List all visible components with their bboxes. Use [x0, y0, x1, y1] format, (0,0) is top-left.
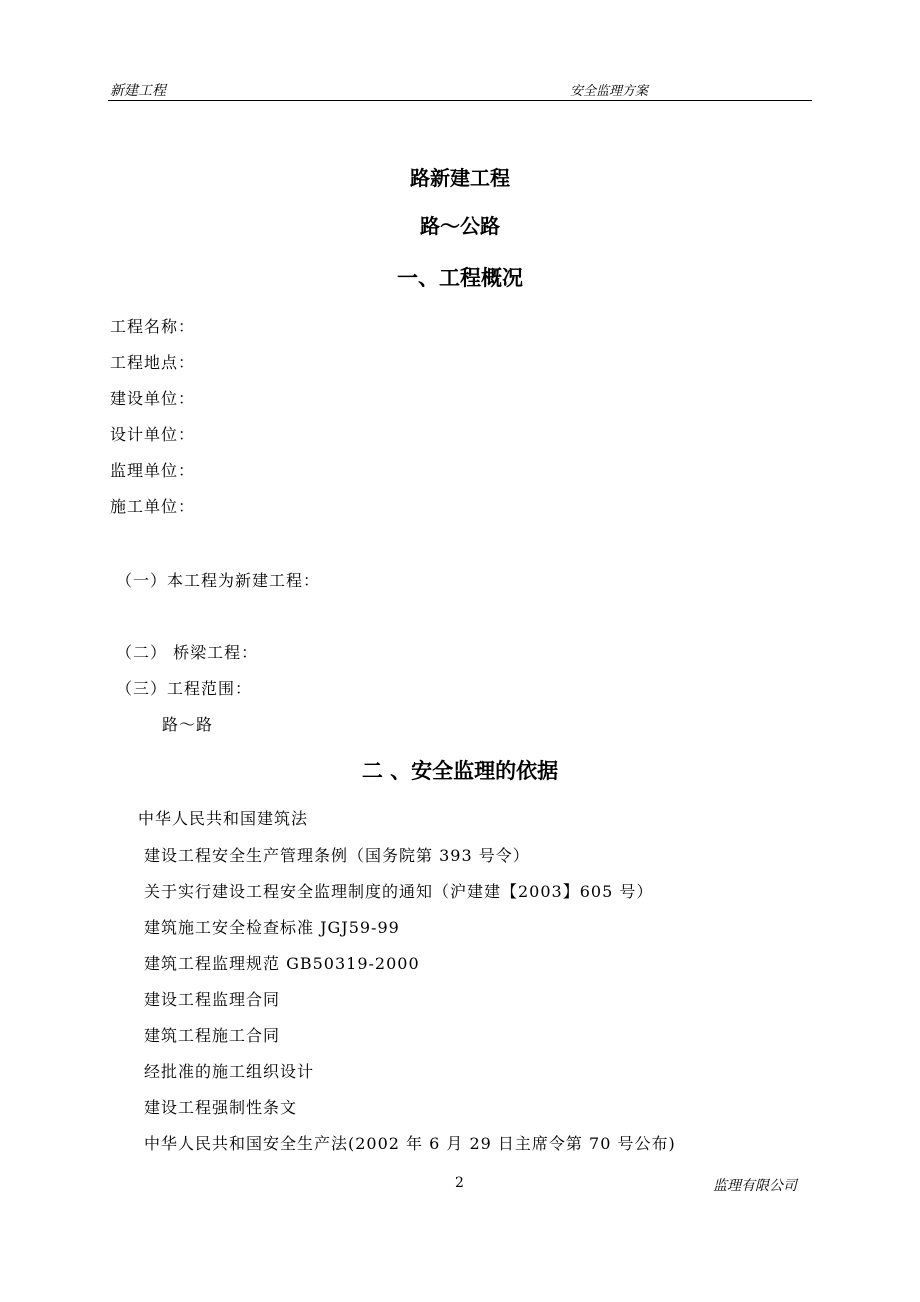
header-divider	[108, 100, 812, 101]
basis-item: 建设工程监理合同	[144, 990, 281, 1009]
subsection-range: （三）工程范围：	[116, 679, 253, 698]
section-heading-overview: 一、工程概况	[397, 265, 523, 290]
range-text: 路～路	[162, 715, 214, 734]
owner-unit-label: 建设单位：	[110, 389, 196, 408]
subsection-bridge: （二） 桥梁工程：	[116, 643, 259, 662]
basis-item: 关于实行建设工程安全监理制度的通知（沪建建【2003】605 号）	[144, 882, 654, 901]
footer-company: 监理有限公司	[713, 1178, 797, 1194]
project-location-label: 工程地点：	[110, 353, 196, 372]
construction-unit-label: 施工单位：	[110, 497, 196, 516]
basis-item: 建筑施工安全检查标准 JGJ59-99	[144, 918, 400, 937]
header-left-text: 新建工程	[110, 83, 166, 99]
basis-item: 经批准的施工组织设计	[144, 1062, 315, 1081]
document-subtitle: 路～公路	[420, 214, 500, 238]
header-right-text: 安全监理方案	[570, 84, 649, 99]
basis-item: 建设工程强制性条文	[144, 1098, 298, 1117]
subsection-new-project: （一）本工程为新建工程：	[116, 571, 321, 590]
supervision-unit-label: 监理单位：	[110, 461, 196, 480]
basis-item: 建筑工程施工合同	[144, 1026, 281, 1045]
basis-item: 中华人民共和国建筑法	[138, 809, 309, 828]
document-title: 路新建工程	[410, 166, 510, 190]
basis-item: 中华人民共和国安全生产法(2002 年 6 月 29 日主席令第 70 号公布)	[144, 1134, 676, 1153]
project-name-label: 工程名称：	[110, 317, 196, 336]
page-number: 2	[455, 1175, 464, 1191]
design-unit-label: 设计单位：	[110, 425, 196, 444]
basis-item: 建筑工程监理规范 GB50319-2000	[144, 954, 420, 973]
section-heading-basis: 二 、安全监理的依据	[361, 758, 559, 783]
basis-item: 建设工程安全生产管理条例（国务院第 393 号令）	[144, 846, 530, 865]
